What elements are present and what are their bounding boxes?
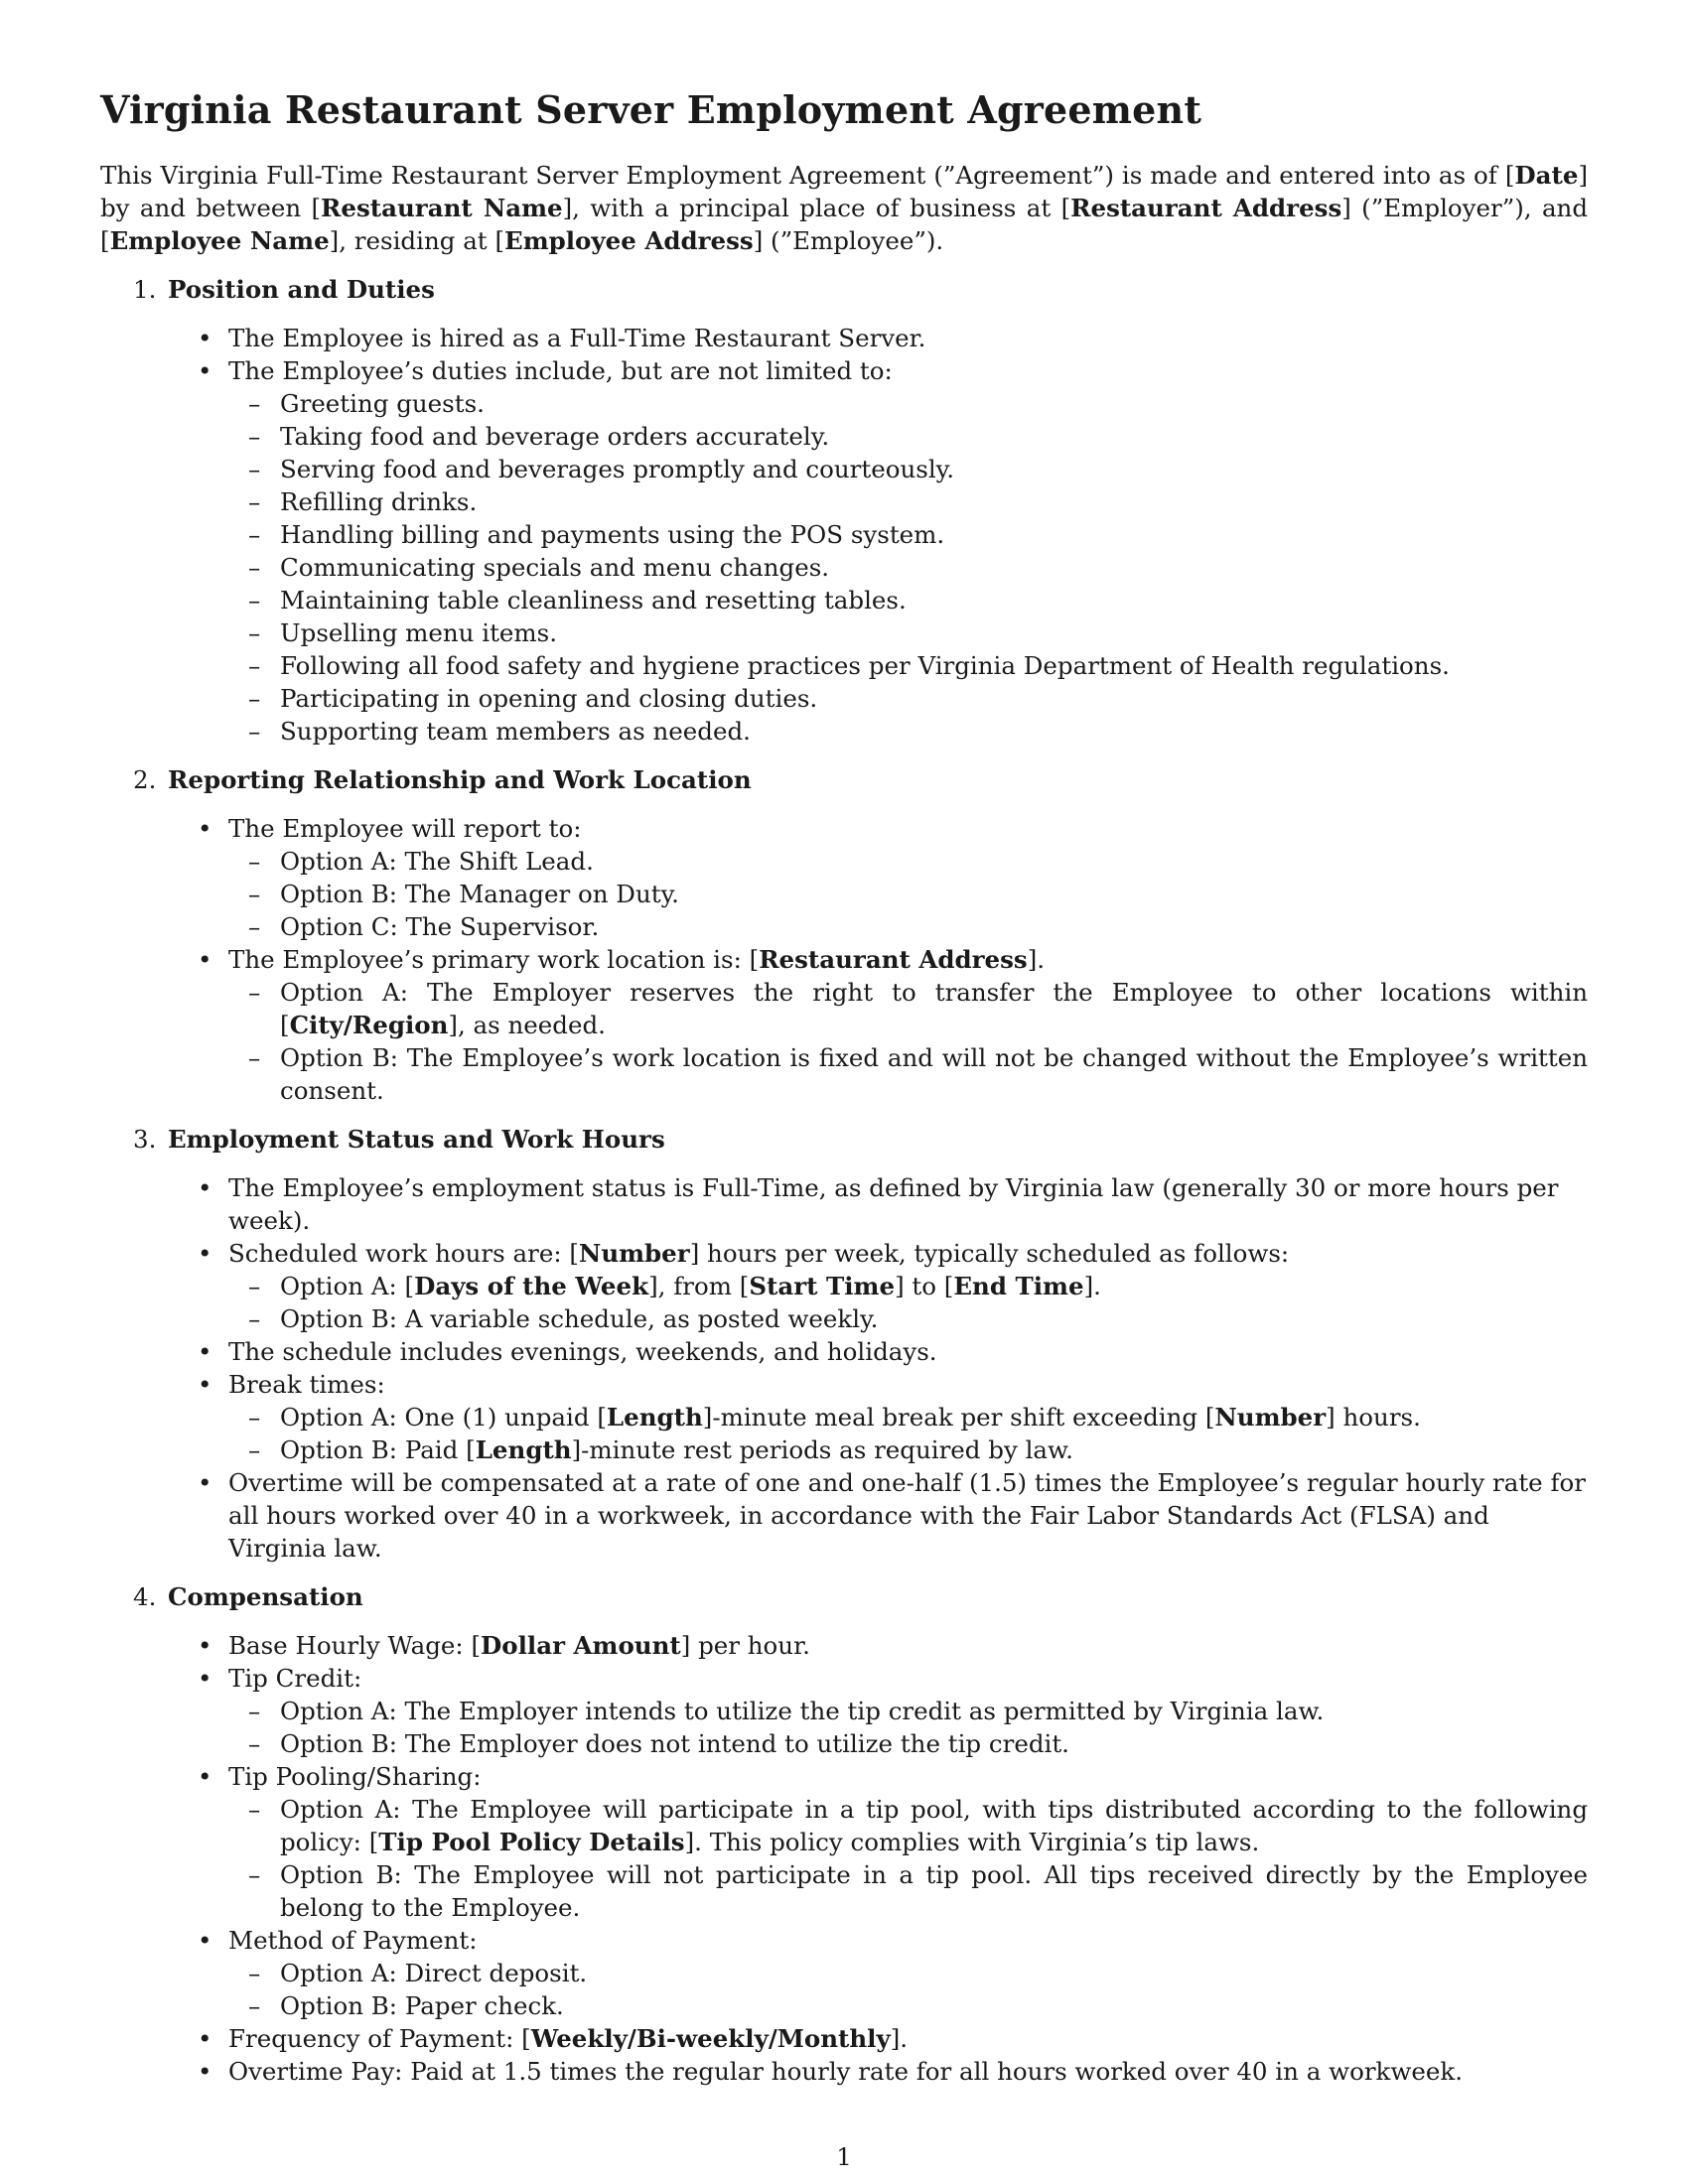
- duty-item: – Handling billing and payments using the POS system.: [228, 518, 1588, 551]
- option-item: – Option B: Paper check.: [228, 1989, 1588, 2022]
- option-item: – Option A: The Employee will participate in a tip pool, with tips distributed according to the following policy: [Tip Pool Policy Details]. This policy complies with Virginia’s tip laws.: [228, 1793, 1588, 1858]
- duty-item: – Serving food and beverages promptly and courteously.: [228, 453, 1588, 485]
- placeholder-number: Number: [1214, 1403, 1327, 1432]
- section-number: 1.: [133, 275, 157, 304]
- placeholder-start-time: Start Time: [749, 1272, 896, 1300]
- page-number: 1: [836, 2142, 852, 2171]
- option-item: – Option B: The Employee’s work location is fixed and will not be changed without the Employee’s written consent.: [228, 1041, 1588, 1107]
- duty-item: – Refilling drinks.: [228, 485, 1588, 518]
- list-item: • Method of Payment: – Option A: Direct deposit. – Option B: Paper check.: [100, 1924, 1588, 2022]
- document-page: [100, 85, 1588, 2104]
- option-item: – Option B: Paid [Length]-minute rest periods as required by law.: [228, 1433, 1588, 1466]
- option-item: – Option A: The Shift Lead.: [228, 845, 1588, 878]
- placeholder-dollar-amount: Dollar Amount: [481, 1631, 681, 1660]
- list-item: • Tip Credit: – Option A: The Employer intends to utilize the tip credit as permitted by Virginia law. – Option B: The Employer does not intend to utilize the tip credit.: [100, 1662, 1588, 1760]
- placeholder-pay-frequency: Weekly/Bi-weekly/Monthly: [530, 2024, 891, 2053]
- list-item: • Overtime Pay: Paid at 1.5 times the regular hourly rate for all hours worked over 40 in a workweek.: [100, 2055, 1588, 2088]
- placeholder-end-time: End Time: [953, 1272, 1084, 1300]
- placeholder-tip-pool-policy: Tip Pool Policy Details: [378, 1828, 685, 1856]
- placeholder-length: Length: [475, 1435, 572, 1464]
- list-item: • Tip Pooling/Sharing: – Option A: The Employee will participate in a tip pool, with tips distributed according to the following policy: [Tip Pool Policy Details]. This policy complies with Virginia’s tip laws. – Option B: The Employee will not participate in a tip pool. All tips received directly by the Employee belong to the Employee.: [100, 1760, 1588, 1924]
- placeholder-city-region: City/Region: [289, 1011, 449, 1039]
- option-item: – Option B: A variable schedule, as posted weekly.: [228, 1302, 1588, 1335]
- list-item: • The schedule includes evenings, weekends, and holidays.: [100, 1335, 1588, 1368]
- option-item: – Option B: The Employer does not intend to utilize the tip credit.: [228, 1727, 1588, 1760]
- section-compensation: [100, 1580, 1588, 2088]
- duties-list: [228, 387, 1588, 748]
- list-item: • Base Hourly Wage: [Dollar Amount] per hour.: [100, 1629, 1588, 1662]
- list-item: • Overtime will be compensated at a rate of one and one-half (1.5) times the Employee’s regular hourly rate for all hours worked over 40 in a workweek, in accordance with the Fair Labor Standards Act (FLSA) and Virginia law.: [100, 1466, 1588, 1565]
- option-item: – Option A: The Employer intends to utilize the tip credit as permitted by Virginia law.: [228, 1695, 1588, 1727]
- section-title: Reporting Relationship and Work Location: [168, 765, 752, 794]
- section-position-duties: [100, 273, 1588, 748]
- section-title: Position and Duties: [168, 275, 435, 304]
- intro-paragraph: This Virginia Full-Time Restaurant Server Employment Agreement (”Agreement”) is made and entered into as of [Date] by and between [Restaurant Name], with a principal place of business at [Restaurant Address] (”Employer”), and [Employee Name], residing at [Employee Address] (”Employee”).: [100, 161, 1589, 255]
- section-title: Employment Status and Work Hours: [168, 1125, 665, 1154]
- section-number: 3.: [133, 1125, 157, 1154]
- placeholder-length: Length: [606, 1403, 703, 1432]
- duty-item: – Maintaining table cleanliness and resetting tables.: [228, 584, 1588, 616]
- option-item: – Option A: [Days of the Week], from [Start Time] to [End Time].: [228, 1270, 1588, 1302]
- option-item: – Option B: The Manager on Duty.: [228, 878, 1588, 910]
- list-item: • The Employee’s duties include, but are not limited to: – Greeting guests. – Taking food and beverage orders accurately. – Serving food and beverages promptly and courteously. – Refilling drinks. – Handling billing and payments using the POS system. – Communicating specials and menu changes. – Maintaining table cleanliness and resetting tables. – Upselling menu items. – Following all food safety and hygiene practices per Virginia Department of Health regulations. – Participating in opening and closing duties. – Supporting team members as needed.: [100, 354, 1588, 748]
- sections-list: [100, 273, 1588, 2088]
- placeholder-restaurant-name: Restaurant Name: [321, 194, 563, 222]
- duty-item: – Following all food safety and hygiene practices per Virginia Department of Health regulations.: [228, 649, 1588, 682]
- placeholder-restaurant-address: Restaurant Address: [759, 945, 1028, 974]
- duty-item: – Communicating specials and menu changes.: [228, 551, 1588, 584]
- list-item: • The Employee will report to: – Option A: The Shift Lead. – Option B: The Manager on Duty. – Option C: The Supervisor.: [100, 812, 1588, 943]
- section-number: 4.: [133, 1582, 157, 1611]
- list-item: • Frequency of Payment: [Weekly/Bi-weekly/Monthly].: [100, 2022, 1588, 2055]
- list-item: • The Employee’s primary work location is: [Restaurant Address]. – Option A: The Employer reserves the right to transfer the Employee to other locations within [City/Region], as needed. – Option B: The Employee’s work location is fixed and will not be changed without the Employee’s written consent.: [100, 943, 1588, 1107]
- section-reporting-location: [100, 763, 1588, 1107]
- section-title: Compensation: [168, 1582, 363, 1611]
- placeholder-days: Days of the Week: [414, 1272, 649, 1300]
- placeholder-number: Number: [578, 1239, 690, 1268]
- document-title: Virginia Restaurant Server Employment Agreement: [100, 87, 1202, 132]
- option-item: – Option A: Direct deposit.: [228, 1957, 1588, 1989]
- placeholder-employee-name: Employee Name: [109, 226, 330, 255]
- duty-item: – Supporting team members as needed.: [228, 715, 1588, 748]
- option-item: – Option A: The Employer reserves the right to transfer the Employee to other locations within [City/Region], as needed.: [228, 976, 1588, 1041]
- section-status-hours: [100, 1123, 1588, 1565]
- list-item: • The Employee is hired as a Full-Time Restaurant Server.: [100, 322, 1588, 354]
- option-item: – Option A: One (1) unpaid [Length]-minute meal break per shift exceeding [Number] hours.: [228, 1401, 1588, 1433]
- list-item: • Scheduled work hours are: [Number] hours per week, typically scheduled as follows: – Option A: [Days of the Week], from [Start Time] to [End Time]. – Option B: A variable schedule, as posted weekly.: [100, 1237, 1588, 1335]
- duty-item: – Taking food and beverage orders accurately.: [228, 420, 1588, 453]
- option-item: – Option C: The Supervisor.: [228, 910, 1588, 943]
- placeholder-restaurant-address: Restaurant Address: [1070, 194, 1342, 222]
- list-item: • The Employee’s employment status is Full-Time, as defined by Virginia law (generally 30 or more hours per week).: [100, 1171, 1588, 1237]
- placeholder-date: Date: [1514, 161, 1579, 190]
- list-item: • Break times: – Option A: One (1) unpaid [Length]-minute meal break per shift exceeding [Number] hours. – Option B: Paid [Length]-minute rest periods as required by law.: [100, 1368, 1588, 1466]
- duty-item: – Greeting guests.: [228, 387, 1588, 420]
- placeholder-employee-address: Employee Address: [504, 226, 754, 255]
- duty-item: – Participating in opening and closing duties.: [228, 682, 1588, 715]
- option-item: – Option B: The Employee will not participate in a tip pool. All tips received directly by the Employee belong to the Employee.: [228, 1858, 1588, 1924]
- duty-item: – Upselling menu items.: [228, 616, 1588, 649]
- section-number: 2.: [133, 765, 157, 794]
